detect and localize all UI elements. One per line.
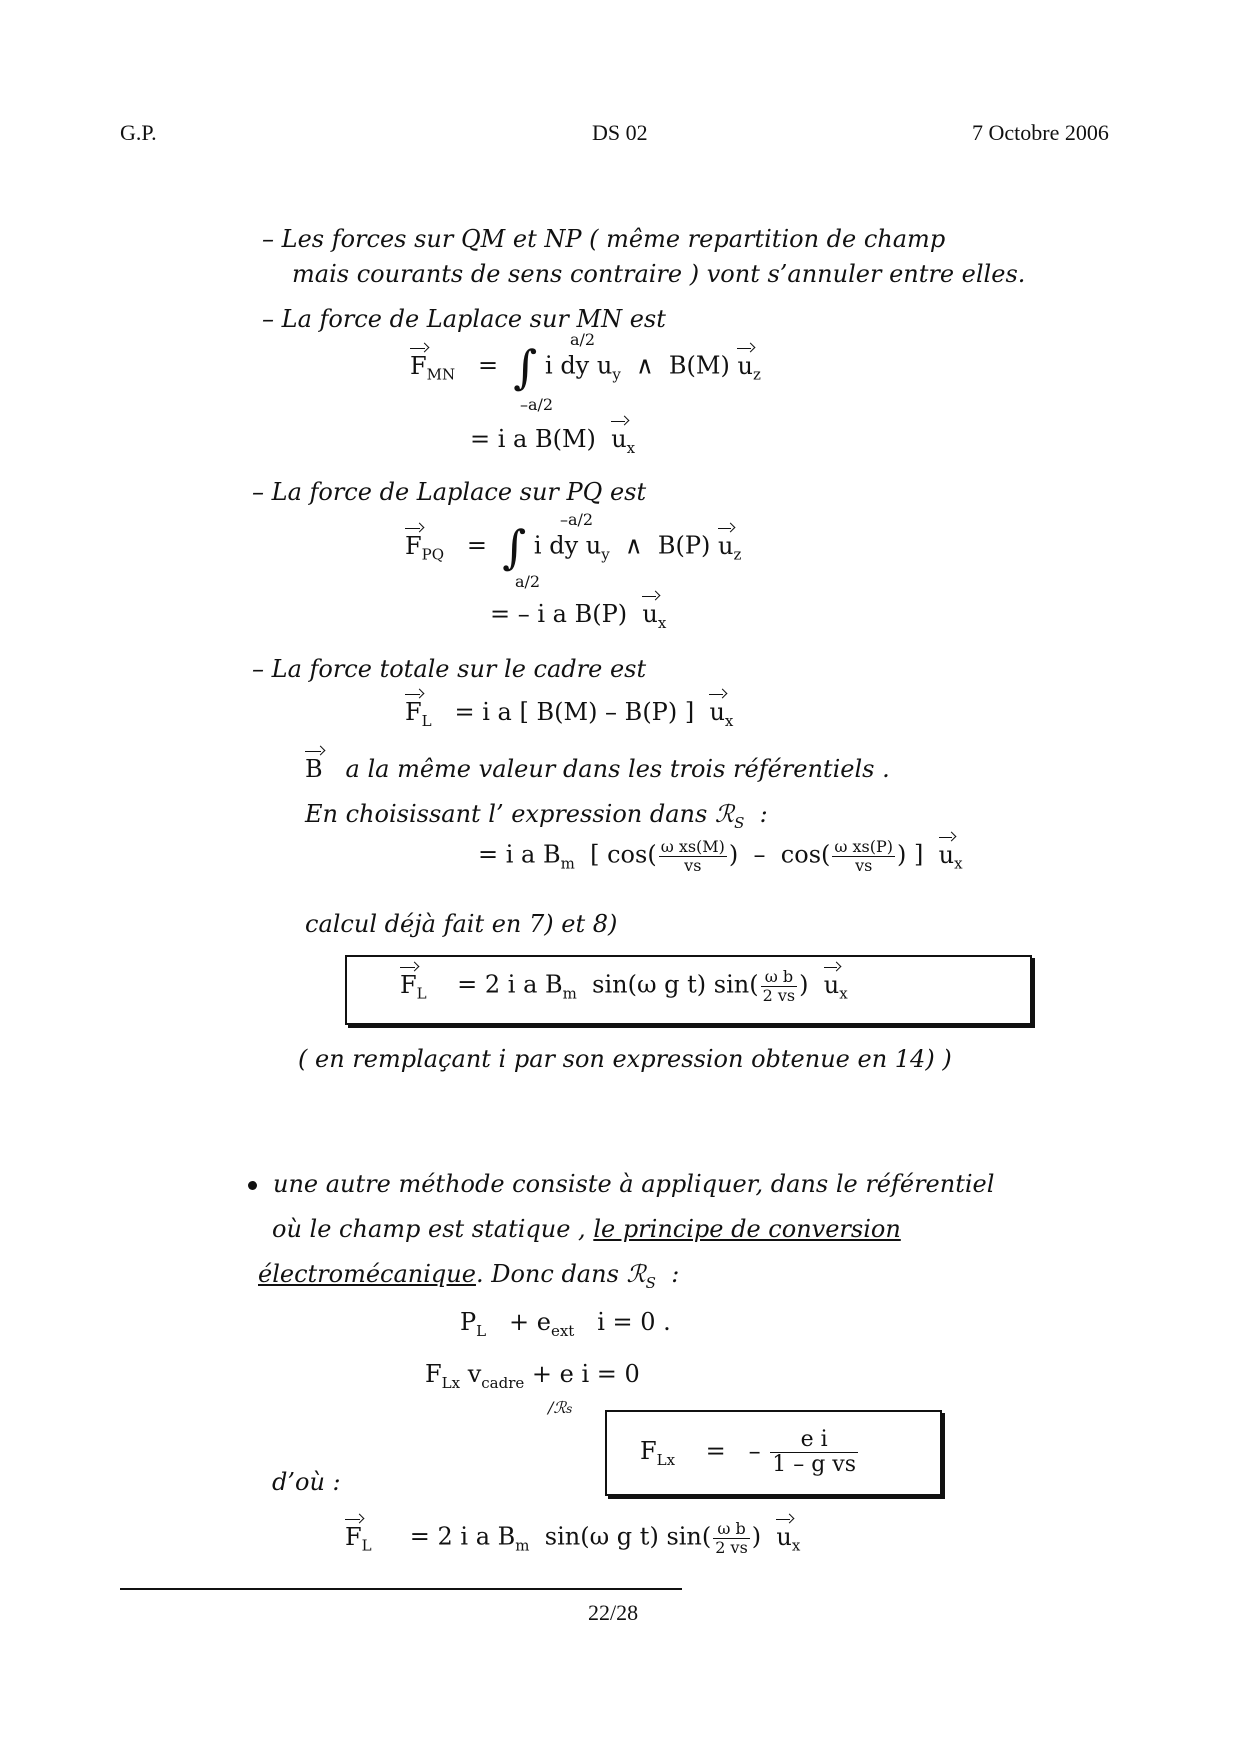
text-line-18: où le champ est statique , le principe de conversion <box>272 1215 901 1243</box>
text-line-9: – La force totale sur le cadre est <box>252 655 647 683</box>
text-line-16: ( en remplaçant i par son expression obtenue en 14) ) <box>298 1045 952 1073</box>
integral-lower-limit-pq: a/2 <box>515 572 541 591</box>
text-line-6: – La force de Laplace sur PQ est <box>252 478 647 506</box>
equation-fpq-result: = – i a B(P) $u_x$ <box>490 600 667 632</box>
vector-f-mn: F <box>410 351 427 380</box>
text-line-17: une autre méthode consiste à appliquer, dans le référentiel <box>248 1170 994 1198</box>
integral-upper-limit: a/2 <box>570 330 596 349</box>
equation-fmn-result: = i a B(M) $u_x$ <box>470 425 636 457</box>
subscript-rs: /ℛs <box>548 1398 573 1417</box>
bullet-icon <box>248 1181 257 1190</box>
text-line-3: – La force de Laplace sur MN est <box>262 305 666 333</box>
equation-final-fl: $F_L$ = 2 i a $B_m$ sin(ω g t) sin( $\frac{\text{ω b}}{2 vs}$ ) $u_x$ <box>345 1519 801 1557</box>
footer-rule <box>120 1588 682 1590</box>
equation-flx: $F_{Lx}$ $v_{cadre} + e$ i = 0 <box>425 1360 640 1392</box>
text-line-11: B a la même valeur dans les trois référentiels . <box>305 755 890 783</box>
text-line-19: électromécanique. Donc dans ℛ$_S$ : <box>258 1260 680 1292</box>
equation-fpq: $F_{PQ}$ = ∫ i dy $u_y$ ∧ B(P) $u_z$ <box>405 520 742 574</box>
integral-upper-limit-pq: –a/2 <box>560 510 594 529</box>
text-line-14: calcul déjà fait en 7) et 8) <box>305 910 618 938</box>
equation-pl: $P_L$ + $e_{ext}$ i = 0 . <box>460 1308 671 1340</box>
equation-fmn: $F_{MN}$ = ∫ i dy $u_y$ ∧ B(M) $u_z$ <box>410 340 761 394</box>
equation-boxed-flx: $F_{Lx}$ = – $\frac{\text{e i}}{\text{1 – g vs}}$ <box>640 1427 856 1478</box>
header-center: DS 02 <box>592 120 648 145</box>
equation-fl-total: $F_L$ = i a [ B(M) – B(P) ] $u_x$ <box>405 698 734 730</box>
text-line-2: mais courants de sens contraire ) vont s’annuler entre elles. <box>292 260 1026 288</box>
equation-cos: = i a $B_m$ [ cos( $\frac{\text{ω xs(M)}}{vs}$ ) – cos( $\frac{\text{ω xs(P)}}{vs}$ ) ] $u_x$ <box>478 837 963 875</box>
text-line-12: En choisissant l’ expression dans ℛ$_S$ : <box>305 800 768 832</box>
equation-boxed-fl: $F_L$ = 2 i a $B_m$ sin(ω g t) sin( $\frac{\text{ω b}}{2 vs}$ ) $u_x$ <box>400 967 848 1005</box>
page-number: 22/28 <box>588 1600 639 1625</box>
integral-lower-limit: –a/2 <box>520 395 554 414</box>
text-line-23: d’où : <box>272 1468 341 1496</box>
integral-sign: ∫ <box>513 340 538 394</box>
text-line-1: – Les forces sur QM et NP ( même repartition de champ <box>262 225 946 253</box>
header-left: G.P. <box>120 120 157 145</box>
header-right: 7 Octobre 2006 <box>972 120 1109 145</box>
